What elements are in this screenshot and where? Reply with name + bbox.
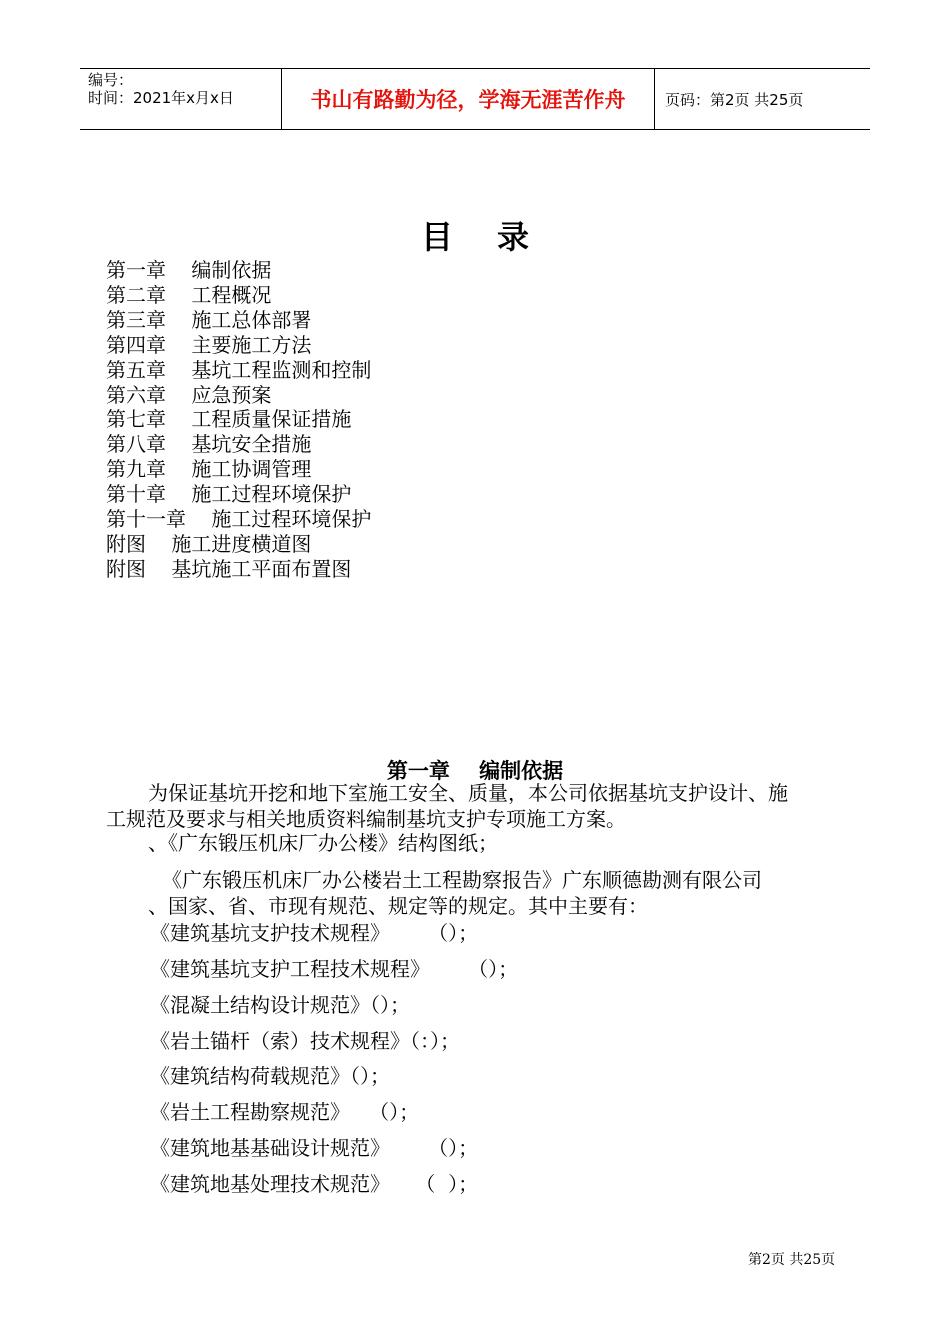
intro-paragraph-line: 为保证基坑开挖和地下室施工安全、质量，本公司依据基坑支护设计、施 xyxy=(148,781,788,805)
page-footer: 第2页 共25页 xyxy=(748,1252,836,1268)
standard-item: 《建筑地基处理技术规范》 （ ）； xyxy=(150,1172,479,1196)
toc-item: 第一章 编制依据 xyxy=(106,258,272,282)
toc-item: 第七章 工程质量保证措施 xyxy=(106,407,352,432)
intro-paragraph-line: 工规范及要求与相关地质资料编制基坑支护专项施工方案。 xyxy=(106,807,626,831)
serial-number-label: 编号： xyxy=(88,71,134,89)
reference-line: 、国家、省、市现有规范、规定等的规定。其中主要有： xyxy=(148,894,648,918)
table-of-contents xyxy=(106,258,371,582)
toc-item: 第十章 施工过程环境保护 xyxy=(106,482,352,507)
date-label: 时间：2021年x月x日 xyxy=(88,89,234,107)
standard-item: 《建筑结构荷载规范》（）； xyxy=(150,1064,390,1088)
reference-line: 、《广东锻压机床厂办公楼》结构图纸； xyxy=(148,831,498,855)
standard-item: 《混凝土结构设计规范》（）； xyxy=(150,993,410,1017)
toc-item: 附图 基坑施工平面布置图 xyxy=(106,556,352,581)
header-meta xyxy=(88,71,278,107)
header-motto: 书山有路勤为径，学海无涯苦作舟 xyxy=(310,88,626,112)
standard-item: 《建筑地基基础设计规范》 （）； xyxy=(150,1136,479,1160)
toc-item: 第八章 基坑安全措施 xyxy=(106,432,312,457)
toc-item: 第十一章 施工过程环境保护 xyxy=(106,507,372,532)
standard-item: 《建筑基坑支护工程技术规程》 （）； xyxy=(150,957,519,981)
header-page-info: 页码：第2页 共25页 xyxy=(665,91,804,109)
toc-item: 附图 施工进度横道图 xyxy=(106,531,312,556)
document-header xyxy=(80,68,870,130)
toc-item: 第二章 工程概况 xyxy=(106,282,272,307)
toc-item: 第六章 应急预案 xyxy=(106,382,272,407)
toc-item: 第三章 施工总体部署 xyxy=(106,307,312,332)
standard-item: 《建筑基坑支护技术规程》 （）； xyxy=(150,921,479,945)
header-divider xyxy=(654,69,655,129)
toc-title: 目录 xyxy=(420,218,573,256)
standard-item: 《岩土工程勘察规范》 （）； xyxy=(150,1100,420,1124)
toc-item: 第五章 基坑工程监测和控制 xyxy=(106,357,372,382)
toc-item: 第九章 施工协调管理 xyxy=(106,457,312,482)
standard-item: 《岩土锚杆（索）技术规程》（：）； xyxy=(150,1029,460,1053)
reference-line: 《广东锻压机床厂办公楼岩土工程勘察报告》广东顺德勘测有限公司 xyxy=(162,868,762,892)
toc-item: 第四章 主要施工方法 xyxy=(106,332,312,357)
chapter-title: 第一章 编制依据 xyxy=(386,758,564,783)
